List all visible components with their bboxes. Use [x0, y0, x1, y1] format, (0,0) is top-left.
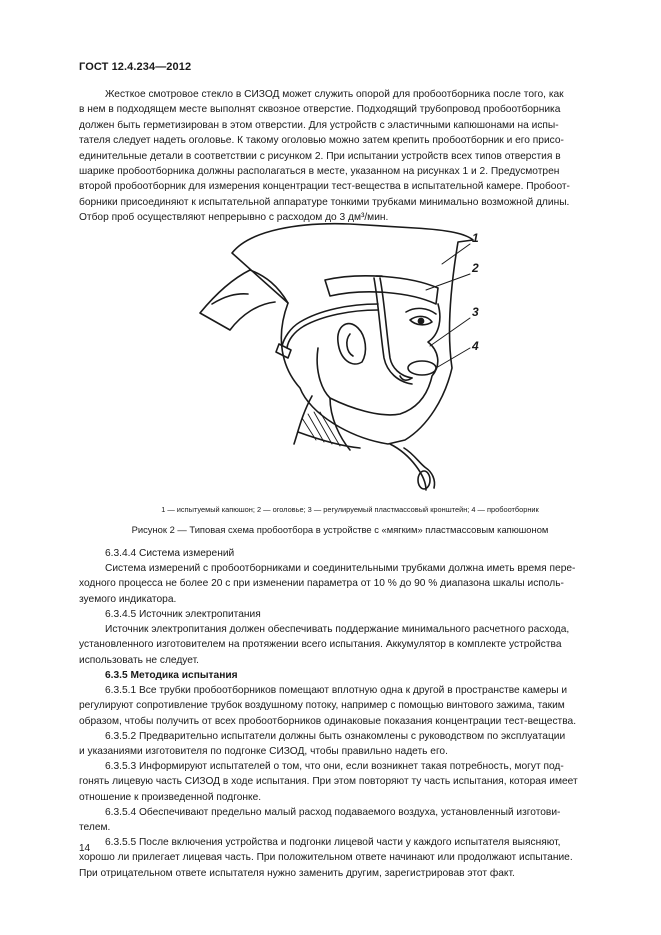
- figure-legend: 1 — испытуемый капюшон; 2 — оголовье; 3 — регулируемый пластмассовый кронштейн; 4 — пробоотборник: [161, 505, 539, 514]
- section-6-3-5: [79, 668, 616, 881]
- document-header: ГОСТ 12.4.234—2012: [79, 61, 192, 73]
- section-heading: 6.3.5 Методика испытания: [105, 670, 238, 681]
- text-line: использовать не следует.: [79, 654, 199, 666]
- text-line: единительные детали в соответствии с рисунком 2. При испытании устройств всех типов отверстия в: [79, 150, 561, 162]
- intro-paragraph: [79, 87, 616, 226]
- callout-1: 1: [472, 231, 479, 245]
- text-line: Жесткое смотровое стекло в СИЗОД может служить опорой для пробоотборника после того, как: [105, 89, 564, 100]
- callout-4: 4: [472, 339, 479, 353]
- section-heading: 6.3.4.4 Система измерений: [105, 548, 235, 559]
- text-line: Источник электропитания должен обеспечивать поддержание минимального расчетного расхода,: [105, 624, 570, 636]
- text-line: Система измерений с пробоотборниками и соединительными трубками должна иметь время пере-: [105, 563, 576, 575]
- text-line: 6.3.5.5 После включения устройства и подгонки лицевой части у каждого испытателя выясняют,: [105, 837, 561, 849]
- section-heading: 6.3.4.5 Источник электропитания: [105, 609, 261, 620]
- ear: [338, 324, 366, 364]
- text-line: и указаниями изготовителя по подгонке СИЗОД, чтобы правильно надеть его.: [79, 746, 448, 758]
- text-line: При отрицательном ответе испытателя нужно заменить другим, зарегистрировав этот факт.: [79, 867, 515, 879]
- text-line: тателя следует надеть оголовье. К такому оголовью можно затем крепить пробоотборник и его присо-: [79, 135, 564, 147]
- section-6-3-4-5: [79, 607, 616, 668]
- text-line: гонять лицевую часть СИЗОД в ходе испытания. При этом повторяют ту часть испытания, которая имеет: [79, 776, 578, 788]
- sampler-probe: [408, 361, 436, 375]
- text-line: 6.3.5.2 Предварительно испытатели должны быть ознакомлены с руководством по эксплуатации: [105, 730, 566, 742]
- text-line: 6.3.5.3 Информируют испытателей о том, что они, если возникнет такая потребность, могут под-: [105, 761, 564, 773]
- text-line: зуемого индикатора.: [79, 593, 177, 605]
- callout-3: 3: [472, 305, 479, 319]
- text-line: 6.3.5.1 Все трубки пробоотборников помещают вплотную одна к другой в пространстве камеры и: [105, 685, 568, 697]
- text-line: борники присоединяют к испытательной аппаратуре тонкими трубками минимально возможной длины.: [79, 196, 570, 208]
- text-line: хорошо ли прилегает лицевая часть. При положительном ответе начинают или продолжают испытание.: [79, 852, 573, 864]
- text-line: 6.3.5.4 Обеспечивают предельно малый расход подаваемого воздуха, установленный изготови-: [105, 806, 561, 818]
- section-6-3-4-4: [79, 546, 616, 607]
- text-line: установленного изготовителем на протяжении всего испытания. Аккумулятор в комплекте устройства: [79, 639, 562, 651]
- text-line: регулируют сопротивление трубок воздушному потоку, например с помощью винтового зажима, таким: [79, 700, 565, 712]
- text-line: второй пробоотборник для измерения концентрации тест-вещества в испытательной камере. Пробоот-: [79, 181, 570, 193]
- text-line: шарике пробоотборника должны располагаться в месте, указанном на рисунках 1 и 2. Предусмотрен: [79, 166, 560, 178]
- text-line: телем.: [79, 822, 111, 834]
- text-line: в нем в подходящем месте выполнят сквозное отверстие. Подходящий трубопровод пробоотборника: [79, 104, 561, 116]
- text-line: должен быть герметизирован в этом отверстии. Для устройств с эластичными капюшонами на испы-: [79, 119, 559, 131]
- text-line: Отбор проб осуществляют непрерывно с расходом до 3 дм³/мин.: [79, 212, 389, 224]
- hood-outline: [232, 224, 473, 444]
- text-line: отношение к произведенной подгонке.: [79, 791, 262, 803]
- text-line: образом, чтобы получить от всех пробоотборников одинаковые показания концентрации тест-вещества.: [79, 715, 577, 727]
- callout-2: 2: [472, 261, 479, 275]
- text-line: ходного процесса не более 20 с при изменении параметра от 10 % до 90 % диапазона шкалы исполь-: [79, 578, 564, 590]
- hood-sampling-figure: [190, 218, 490, 500]
- page-number: 14: [79, 843, 91, 854]
- figure-caption: Рисунок 2 — Типовая схема пробоотбора в устройстве с «мягким» пластмассовым капюшоном: [131, 524, 549, 535]
